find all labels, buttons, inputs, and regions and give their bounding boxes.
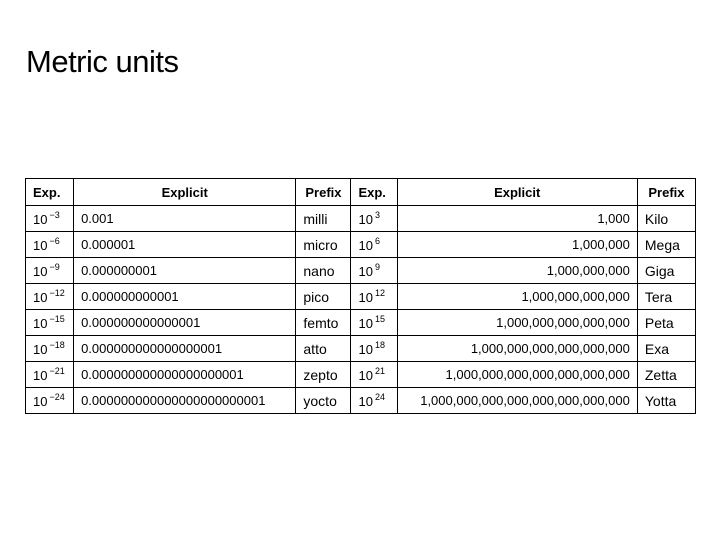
- exp-base: 10: [33, 238, 48, 253]
- exp-base: 10: [358, 368, 373, 383]
- exp-positive-cell: [351, 206, 397, 232]
- exp-base: 10: [358, 212, 373, 227]
- explicit-positive-cell: 1,000,000,000: [397, 258, 637, 284]
- exp-negative-cell: [26, 284, 74, 310]
- exp-base: 10: [33, 264, 48, 279]
- exp-positive-cell: [351, 258, 397, 284]
- prefix-positive-cell: Mega: [637, 232, 695, 258]
- exp-power: 21: [374, 366, 385, 376]
- exp-power: 24: [374, 392, 385, 402]
- explicit-positive-cell: 1,000,000,000,000,000,000,000: [397, 362, 637, 388]
- exp-power: −15: [49, 314, 65, 324]
- exp-power: −6: [49, 236, 60, 246]
- explicit-negative-cell: 0.000001: [74, 232, 296, 258]
- exp-base: 10: [358, 238, 373, 253]
- exp-positive-cell: [351, 362, 397, 388]
- prefix-negative-cell: atto: [296, 336, 351, 362]
- explicit-negative-cell: 0.000000000000000000001: [74, 362, 296, 388]
- explicit-positive-cell: 1,000: [397, 206, 637, 232]
- exp-negative-cell: [26, 336, 74, 362]
- exp-base: 10: [33, 368, 48, 383]
- exp-power: −9: [49, 262, 60, 272]
- prefix-negative-cell: milli: [296, 206, 351, 232]
- prefix-negative-cell: zepto: [296, 362, 351, 388]
- exp-negative-cell: [26, 206, 74, 232]
- exp-negative-cell: [26, 310, 74, 336]
- explicit-positive-cell: 1,000,000,000,000,000,000: [397, 336, 637, 362]
- prefix-negative-cell: micro: [296, 232, 351, 258]
- table-row: [26, 284, 696, 310]
- explicit-positive-cell: 1,000,000,000,000,000: [397, 310, 637, 336]
- exp-base: 10: [33, 290, 48, 305]
- exp-power: −24: [49, 392, 65, 402]
- explicit-positive-cell: 1,000,000,000,000,000,000,000,000: [397, 388, 637, 414]
- header-row: [26, 179, 696, 206]
- table-row: [26, 258, 696, 284]
- prefix-negative-cell: pico: [296, 284, 351, 310]
- prefix-positive-cell: Tera: [637, 284, 695, 310]
- explicit-negative-cell: 0.000000000000001: [74, 310, 296, 336]
- exp-negative-cell: [26, 362, 74, 388]
- explicit-negative-cell: 0.000000000001: [74, 284, 296, 310]
- exp-power: −12: [49, 288, 65, 298]
- header-explicit-negative: Explicit: [74, 179, 296, 206]
- exp-base: 10: [358, 342, 373, 357]
- exp-power: −21: [49, 366, 65, 376]
- slide-title: Metric units: [26, 44, 179, 79]
- exp-power: 12: [374, 288, 385, 298]
- table-row: [26, 388, 696, 414]
- prefix-negative-cell: nano: [296, 258, 351, 284]
- exp-positive-cell: [351, 310, 397, 336]
- table-row: [26, 232, 696, 258]
- table-row: [26, 336, 696, 362]
- explicit-positive-cell: 1,000,000: [397, 232, 637, 258]
- exp-base: 10: [358, 316, 373, 331]
- metric-units-table: [25, 178, 696, 414]
- explicit-negative-cell: 0.000000000000000001: [74, 336, 296, 362]
- exp-positive-cell: [351, 284, 397, 310]
- prefix-positive-cell: Giga: [637, 258, 695, 284]
- exp-power: 9: [374, 262, 380, 272]
- exp-base: 10: [33, 316, 48, 331]
- exp-positive-cell: [351, 336, 397, 362]
- explicit-negative-cell: 0.000000000000000000000001: [74, 388, 296, 414]
- exp-negative-cell: [26, 388, 74, 414]
- exp-power: 6: [374, 236, 380, 246]
- table-row: [26, 362, 696, 388]
- exp-power: 18: [374, 340, 385, 350]
- prefix-positive-cell: Peta: [637, 310, 695, 336]
- header-explicit-positive: Explicit: [397, 179, 637, 206]
- exp-negative-cell: [26, 258, 74, 284]
- prefix-negative-cell: yocto: [296, 388, 351, 414]
- exp-negative-cell: [26, 232, 74, 258]
- exp-base: 10: [358, 264, 373, 279]
- header-exp-positive: Exp.: [351, 179, 397, 206]
- exp-base: 10: [358, 290, 373, 305]
- exp-positive-cell: [351, 232, 397, 258]
- prefix-positive-cell: Kilo: [637, 206, 695, 232]
- explicit-positive-cell: 1,000,000,000,000: [397, 284, 637, 310]
- explicit-negative-cell: 0.000000001: [74, 258, 296, 284]
- exp-base: 10: [33, 394, 48, 409]
- exp-power: −3: [49, 210, 60, 220]
- explicit-negative-cell: 0.001: [74, 206, 296, 232]
- header-prefix-positive: Prefix: [637, 179, 695, 206]
- prefix-positive-cell: Exa: [637, 336, 695, 362]
- exp-base: 10: [33, 212, 48, 227]
- exp-base: 10: [33, 342, 48, 357]
- prefix-negative-cell: femto: [296, 310, 351, 336]
- header-prefix-negative: Prefix: [296, 179, 351, 206]
- exp-power: 3: [374, 210, 380, 220]
- exp-base: 10: [358, 394, 373, 409]
- prefix-positive-cell: Zetta: [637, 362, 695, 388]
- table-row: [26, 310, 696, 336]
- exp-power: 15: [374, 314, 385, 324]
- exp-positive-cell: [351, 388, 397, 414]
- header-exp-negative: Exp.: [26, 179, 74, 206]
- prefix-positive-cell: Yotta: [637, 388, 695, 414]
- exp-power: −18: [49, 340, 65, 350]
- table-row: [26, 206, 696, 232]
